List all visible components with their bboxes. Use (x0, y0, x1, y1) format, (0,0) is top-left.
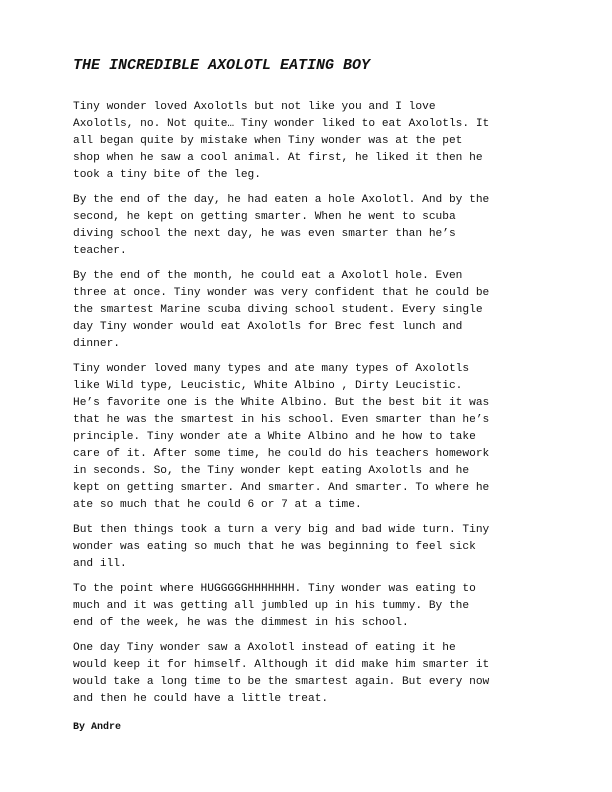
text-line: end of the week, he was the dimmest in his school. (73, 617, 409, 629)
text-line: would take a long time to be the smartest again. But every now (73, 676, 490, 688)
text-line: like Wild type, Leucistic, White Albino , Dirty Leucistic. (73, 380, 463, 392)
text-line: wonder was eating so much that he was beginning to feel sick (73, 541, 476, 553)
paragraph-4 (73, 361, 543, 514)
text-line: He’s favorite one is the White Albino. But the best bit it was (73, 397, 490, 409)
story-body (73, 99, 543, 716)
text-line: Tiny wonder loved Axolotls but not like you and I love (73, 101, 436, 113)
text-line: kept on getting smarter. And smarter. And smarter. To where he (73, 482, 490, 494)
text-line: took a tiny bite of the leg. (73, 169, 261, 181)
text-line: and ill. (73, 558, 127, 570)
text-line: second, he kept on getting smarter. When he went to scuba (73, 211, 456, 223)
paragraph-7 (73, 640, 543, 708)
text-line: principle. Tiny wonder ate a White Albino and he how to take (73, 431, 476, 443)
text-line: care of it. After some time, he could do his teachers homework (73, 448, 490, 460)
text-line: all began quite by mistake when Tiny wonder was at the pet (73, 135, 463, 147)
paragraph-5 (73, 522, 543, 573)
author-byline: By Andre (73, 722, 122, 733)
text-line: and then he could have a little treat. (73, 693, 329, 705)
text-line: By the end of the month, he could eat a Axolotl hole. Even (73, 270, 463, 282)
story-title: THE INCREDIBLE AXOLOTL EATING BOY (73, 57, 371, 74)
text-line: Axolotls, no. Not quite… Tiny wonder liked to eat Axolotls. It (73, 118, 490, 130)
paragraph-3 (73, 268, 543, 353)
text-line: the smartest Marine scuba diving school student. Every single (73, 304, 483, 316)
text-line: Tiny wonder loved many types and ate many types of Axolotls (73, 363, 470, 375)
text-line: By the end of the day, he had eaten a hole Axolotl. And by the (73, 194, 490, 206)
text-line: teacher. (73, 245, 127, 257)
text-line: One day Tiny wonder saw a Axolotl instead of eating it he (73, 642, 456, 654)
text-line: But then things took a turn a very big and bad wide turn. Tiny (73, 524, 490, 536)
text-line: much and it was getting all jumbled up in his tummy. By the (73, 600, 470, 612)
text-line: To the point where HUGGGGGHHHHHHH. Tiny wonder was eating to (73, 583, 476, 595)
text-line: ate so much that he could 6 or 7 at a time. (73, 499, 362, 511)
text-line: day Tiny wonder would eat Axolotls for Brec fest lunch and (73, 321, 463, 333)
paragraph-2 (73, 192, 543, 260)
text-line: that he was the smartest in his school. Even smarter than he’s (73, 414, 490, 426)
text-line: diving school the next day, he was even smarter than he’s (73, 228, 456, 240)
text-line: three at once. Tiny wonder was very confident that he could be (73, 287, 490, 299)
text-line: shop when he saw a cool animal. At first, he liked it then he (73, 152, 483, 164)
text-line: dinner. (73, 338, 120, 350)
text-line: in seconds. So, the Tiny wonder kept eating Axolotls and he (73, 465, 470, 477)
paragraph-1 (73, 99, 543, 184)
paragraph-6 (73, 581, 543, 632)
text-line: would keep it for himself. Although it did make him smarter it (73, 659, 490, 671)
